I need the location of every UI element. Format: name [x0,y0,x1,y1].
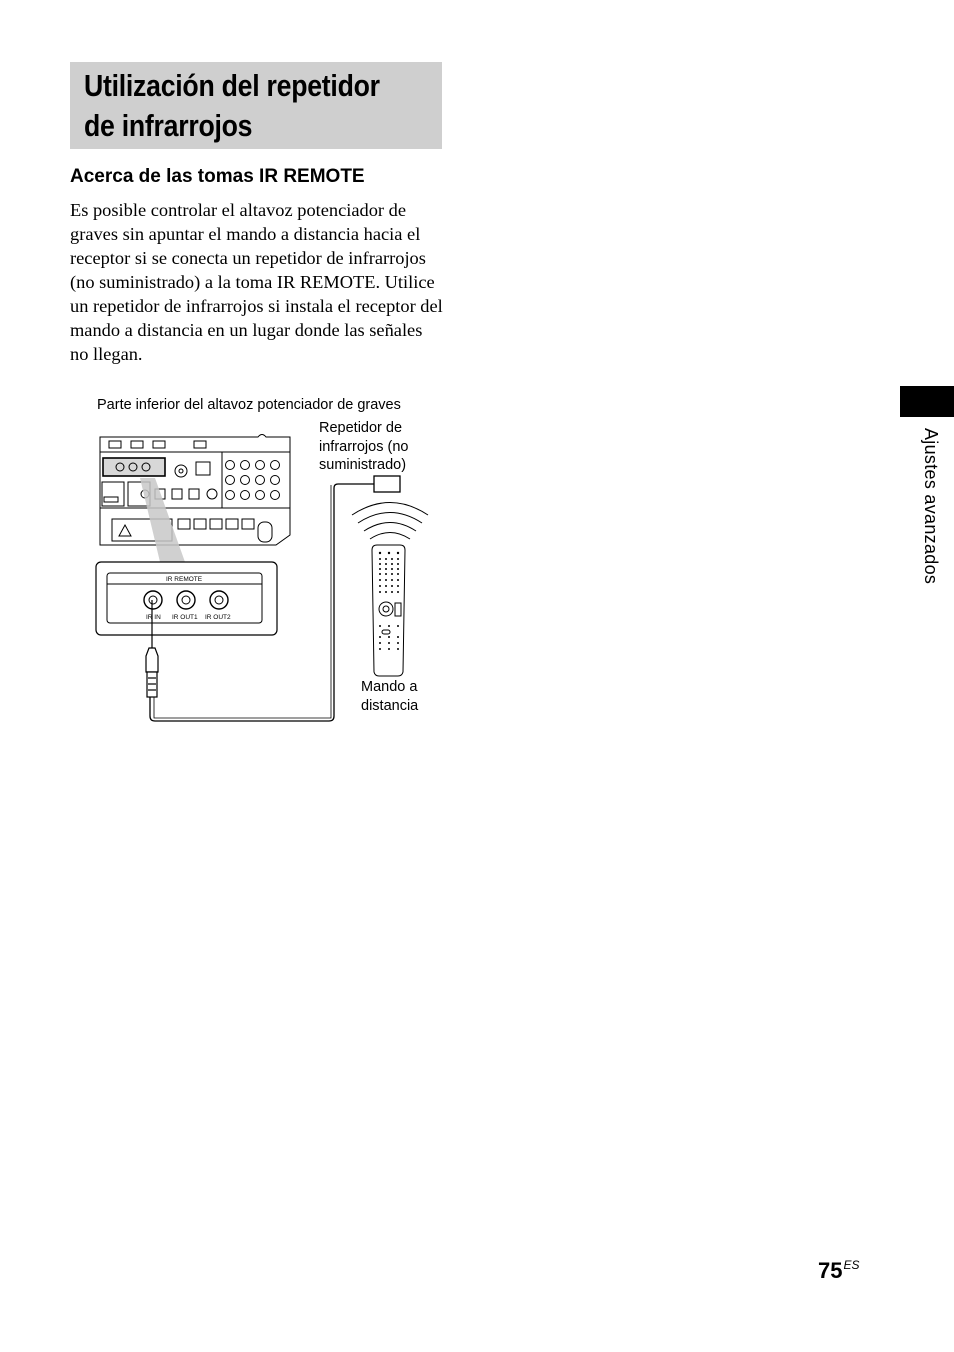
page-title-line-1: Utilización del repetidor [84,68,380,103]
remote-label-line-2: distancia [361,698,419,714]
section-heading: Acerca de las tomas IR REMOTE [70,166,365,187]
ir-remote-panel [96,562,277,635]
jack-label-ir-in: IR IN [146,614,161,621]
ir-remote-panel-title: IR REMOTE [166,576,203,583]
ir-signal-waves [352,503,428,540]
subwoofer-bottom-caption: Parte inferior del altavoz potenciador de graves [97,397,401,413]
page-number [818,1258,860,1284]
ir-repeater [374,476,400,492]
jack-label-ir-out2: IR OUT2 [205,614,231,621]
page-title-line-2: de infrarrojos [84,108,253,143]
page-number-value: 75 [818,1258,843,1283]
repeater-label-line-3: suministrado) [319,457,407,473]
page-number-suffix: ES [843,1258,860,1272]
repeater-label-line-2: infrarrojos (no [319,439,409,455]
jack-label-ir-out1: IR OUT1 [172,614,198,621]
remote-label-line-1: Mando a [361,679,418,695]
subwoofer-rear-panel [100,435,290,546]
body-paragraph: Es posible controlar el altavoz potenciador de graves sin apuntar el mando a distancia hacia el receptor si se conecta un repetidor de infrarrojos (no suministrado) a la toma IR REMOTE. Utilice un repetidor de infrarrojos si instala el receptor del mando a distancia en un lugar donde las señales no llegan. [70,200,443,364]
repeater-label-line-1: Repetidor de [319,420,403,436]
side-tab-label: Ajustes avanzados [921,428,941,585]
remote-control [372,545,405,676]
